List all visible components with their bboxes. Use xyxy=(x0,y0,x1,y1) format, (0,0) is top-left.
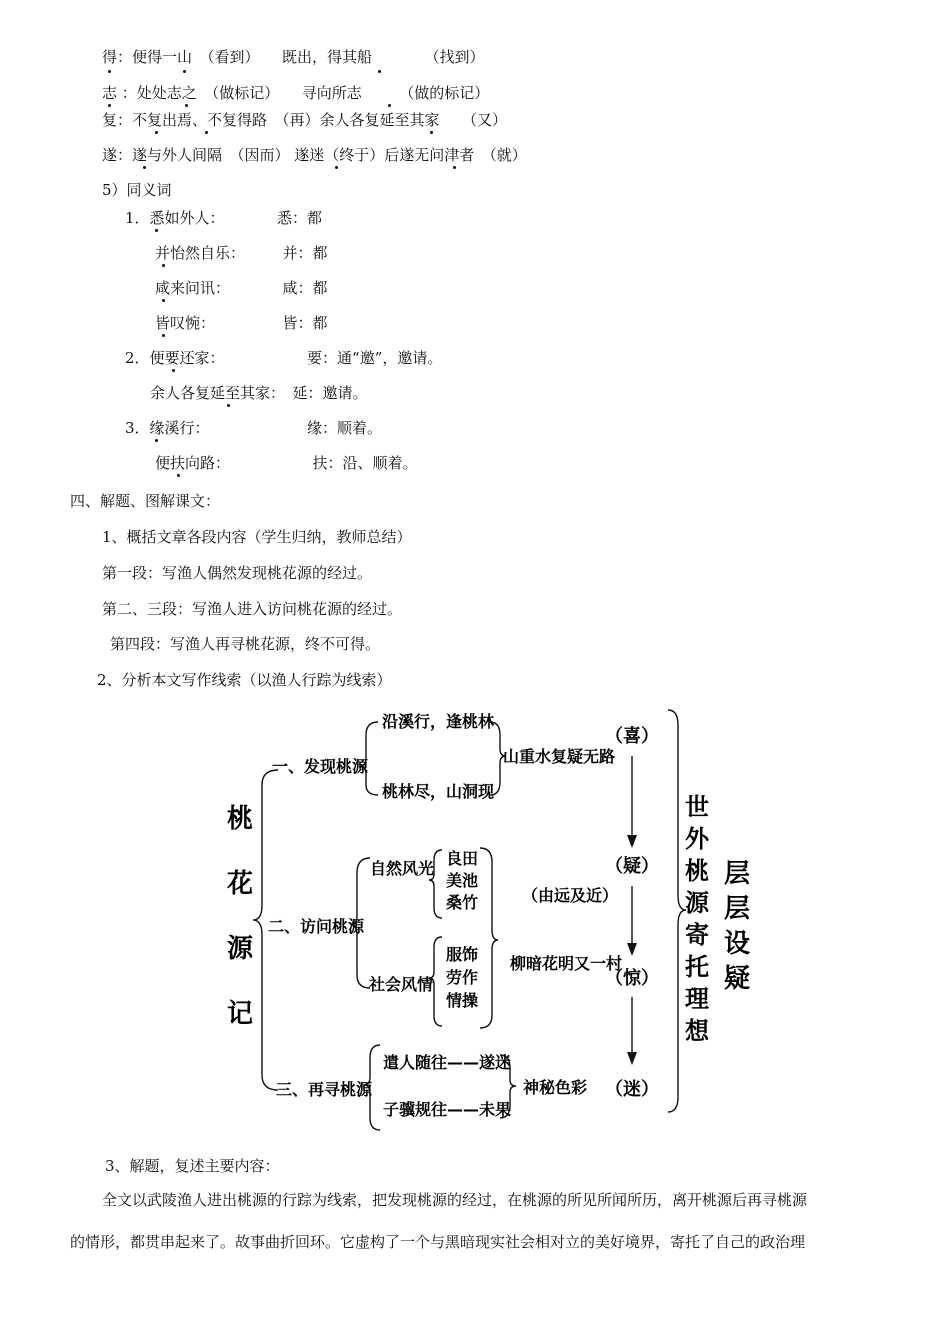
arrowhead-2 xyxy=(627,943,637,956)
arrowhead-1 xyxy=(627,835,637,848)
body-line-1: 全文以武陵渔人进出桃源的行踪为线索，把发现桃源的经过，在桃源的所见所闻所历，离开桃源后再寻桃源 xyxy=(102,1191,808,1209)
branch-3b: 子骥规往——未果 xyxy=(383,1100,512,1119)
branch-2b-item: 情操 xyxy=(446,991,479,1010)
title-char: 花 xyxy=(226,869,254,899)
body-line-2: 的情形，都贯串起来了。故事曲折回环。它虚构了一个与黑暗现实社会相对立的美好境界，寄托了自己的政治理 xyxy=(70,1233,806,1251)
emotion-label: （喜） xyxy=(605,726,659,747)
theme-char: 桃 xyxy=(685,857,709,885)
title-char: 记 xyxy=(226,999,254,1029)
branch-2b: 社会风情 xyxy=(369,975,434,994)
branch-2a-item: 美池 xyxy=(446,871,479,890)
paragraph-2-3-summary: 第二、三段：写渔人进入访问桃花源的经过。 xyxy=(102,600,403,618)
branch-2a-item: 良田 xyxy=(446,849,479,868)
branch-2a-item: 桑竹 xyxy=(446,893,479,912)
emotion-label: （疑） xyxy=(605,856,659,877)
branch-2b-item: 服饰 xyxy=(446,945,479,964)
branch-2a-result: （由远及近） xyxy=(522,886,619,905)
theme2-char: 层 xyxy=(723,894,751,924)
line-zhi: 志 ：处处志之 （做标记） 寻向所志 （做的标记） xyxy=(102,84,490,102)
theme-char: 世 xyxy=(685,793,709,821)
theme-brace xyxy=(668,710,686,1112)
branch-3a: 遣人随往——遂迷 xyxy=(383,1053,512,1072)
emotion-label: （惊） xyxy=(605,968,659,989)
line-de: 得：便得一山 （看到） 既出，得其船 （找到） xyxy=(102,48,485,66)
branch-3-label: 三、再寻桃源 xyxy=(276,1080,373,1099)
branch-1-label: 一、发现桃源 xyxy=(272,757,369,776)
arrowhead-3 xyxy=(627,1052,637,1065)
brace-b2-right xyxy=(480,848,498,1028)
branch-2b-item: 劳作 xyxy=(446,968,479,987)
synonym-3a: 3．缘溪行： 缘：顺着。 xyxy=(125,419,383,437)
line-fu: 复：不复出焉、不复得路 （再）余人各复延至其家 （又） xyxy=(102,111,508,129)
title-char: 源 xyxy=(226,934,254,964)
theme-char: 源 xyxy=(685,889,709,917)
synonym-1d: 皆叹惋： 皆：都 xyxy=(155,314,328,332)
branch-1-result: 山重水复疑无路 xyxy=(503,747,616,766)
synonym-2b: 余人各复延至其家： 延：邀请。 xyxy=(150,384,368,402)
branch-1b: 桃林尽，山洞现 xyxy=(382,782,495,801)
title-char: 桃 xyxy=(226,804,254,834)
synonym-title: 5）同义词 xyxy=(102,181,172,199)
theme-char: 想 xyxy=(685,1017,709,1045)
branch-2-result: 柳暗花明又一村 xyxy=(510,954,623,973)
point-1: 1、概括文章各段内容（学生归纳，教师总结） xyxy=(102,528,412,546)
theme-char: 外 xyxy=(685,825,709,853)
theme-char: 寄 xyxy=(685,921,709,949)
theme-char: 托 xyxy=(685,953,709,981)
section-4-heading: 四、解题、图解课文： xyxy=(70,492,221,510)
synonym-1b: 并怡然自乐： 并：都 xyxy=(155,244,328,262)
synonym-3b: 便扶向路： 扶：沿、顺着。 xyxy=(155,454,418,472)
paragraph-4-summary: 第四段：写渔人再寻桃花源，终不可得。 xyxy=(110,635,381,653)
point-3: 3、解题，复述主要内容： xyxy=(105,1157,280,1175)
branch-3-result: 神秘色彩 xyxy=(523,1078,588,1097)
theme2-char: 层 xyxy=(723,859,751,889)
branch-1a: 沿溪行，逢桃林 xyxy=(382,712,495,731)
point-2: 2、分析本文写作线索（以渔人行踪为线索） xyxy=(97,671,392,689)
theme-char: 理 xyxy=(685,985,709,1013)
branch-2a: 自然风光 xyxy=(370,859,435,878)
branch-2-label: 二、访问桃源 xyxy=(268,917,365,936)
paragraph-1-summary: 第一段：写渔人偶然发现桃花源的经过。 xyxy=(102,564,373,582)
synonym-1a: 1．悉如外人： 悉：都 xyxy=(125,209,323,227)
theme2-char: 设 xyxy=(723,929,751,959)
line-sui: 遂：遂与外人间隔 （因而） 遂迷（终于）后遂无问津者 （就） xyxy=(102,146,527,164)
theme2-char: 疑 xyxy=(723,964,751,994)
synonym-1c: 咸来问讯： 咸：都 xyxy=(155,279,328,297)
emotion-label: （迷） xyxy=(605,1079,659,1100)
synonym-2a: 2．便要还家： 要：通“邀”，邀请。 xyxy=(125,349,443,367)
